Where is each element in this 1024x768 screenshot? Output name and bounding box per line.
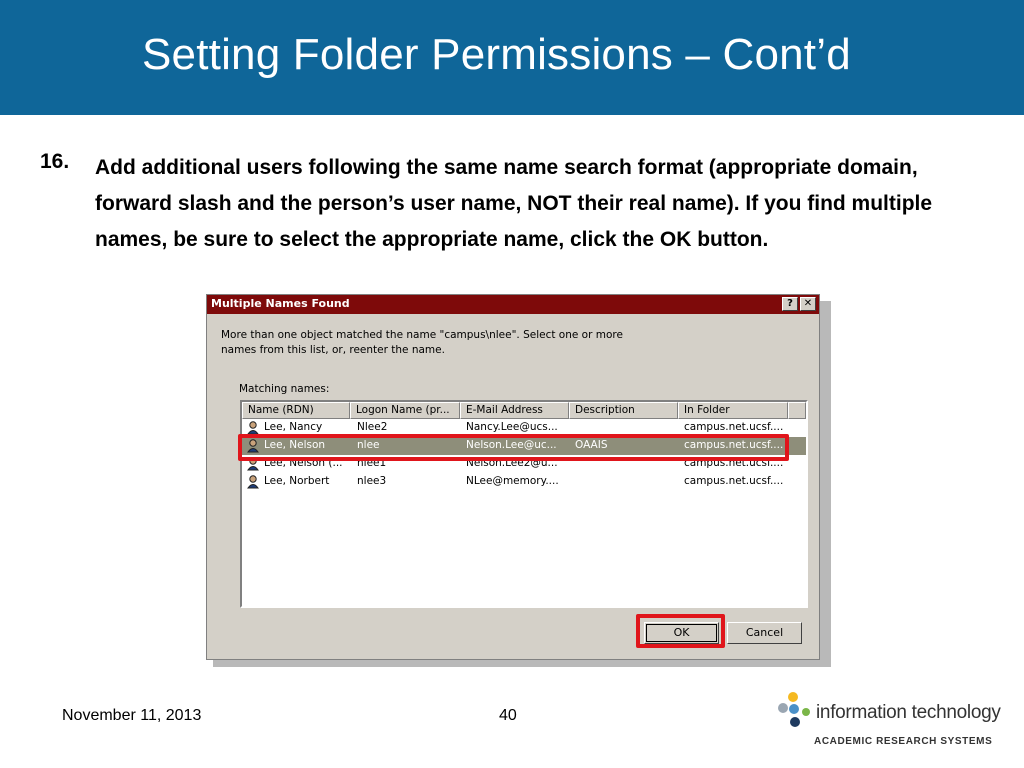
page-number: 40 — [499, 707, 517, 724]
column-header-email[interactable]: E-Mail Address — [460, 402, 569, 419]
logo-subtitle: ACADEMIC RESEARCH SYSTEMS — [814, 736, 993, 747]
logo-dot — [789, 704, 799, 714]
row-email: Nancy.Lee@ucs... — [466, 421, 558, 433]
user-icon — [247, 421, 259, 435]
footer-date: November 11, 2013 — [62, 707, 202, 724]
column-header-filler — [788, 402, 806, 419]
ok-button-highlight — [636, 614, 725, 648]
row-name: Lee, Norbert — [264, 475, 330, 487]
matching-names-label: Matching names: — [239, 383, 330, 395]
close-button[interactable]: ✕ — [800, 297, 816, 311]
row-name: Lee, Nancy — [264, 421, 323, 433]
list-header — [242, 402, 806, 419]
multiple-names-dialog — [206, 294, 820, 660]
logo-dot — [788, 692, 798, 702]
user-icon — [247, 475, 259, 489]
row-logon: Nlee2 — [357, 421, 388, 433]
row-email: NLee@memory.... — [466, 475, 559, 487]
help-button[interactable]: ? — [782, 297, 798, 311]
it-logo — [776, 690, 1016, 760]
selected-row-highlight — [238, 434, 789, 461]
row-folder: campus.net.ucsf.... — [684, 421, 784, 433]
row-logon: nlee1 — [357, 457, 387, 469]
cancel-button[interactable]: Cancel — [727, 622, 802, 644]
row-logon: nlee — [357, 439, 380, 451]
row-email: Nelson.Lee2@u... — [466, 457, 558, 469]
column-header-folder[interactable]: In Folder — [678, 402, 788, 419]
step-number: 16. — [40, 150, 70, 173]
logo-dot — [802, 708, 810, 716]
ok-button[interactable]: OK — [644, 622, 719, 644]
slide-title: Setting Folder Permissions – Cont’d — [142, 30, 851, 79]
title-bar — [0, 0, 1024, 115]
column-header-description[interactable]: Description — [569, 402, 678, 419]
row-folder: campus.net.ucsf.... — [684, 475, 784, 487]
logo-dot — [778, 703, 788, 713]
row-logon: nlee3 — [357, 475, 387, 487]
row-name: Lee, Nelson — [264, 439, 326, 451]
step-text: Add additional users following the same name search format (appropriate domain, forward slash and the person’s user name, NOT their real name). If you find multiple names, be sure to select the appropriate name, click the OK button. — [95, 156, 933, 251]
dialog-message: More than one object matched the name "campus\nlee". Select one or more names from this list, or, reenter the name. — [221, 329, 623, 356]
dialog-titlebar — [207, 295, 819, 314]
row-description: OAAIS — [575, 439, 608, 451]
matching-names-list[interactable] — [240, 400, 808, 608]
logo-name: information technology — [816, 702, 1001, 723]
column-header-name[interactable]: Name (RDN) — [242, 402, 350, 419]
row-name: Lee, Nelson (... — [264, 457, 343, 469]
row-folder: campus.net.ucsf.... — [684, 457, 784, 469]
row-folder: campus.net.ucsf.... — [684, 439, 784, 451]
dialog-title: Multiple Names Found — [211, 297, 350, 310]
list-row[interactable] — [242, 473, 806, 491]
row-email: Nelson.Lee@uc... — [466, 439, 557, 451]
logo-dot — [790, 717, 800, 727]
column-header-logon[interactable]: Logon Name (pr... — [350, 402, 460, 419]
